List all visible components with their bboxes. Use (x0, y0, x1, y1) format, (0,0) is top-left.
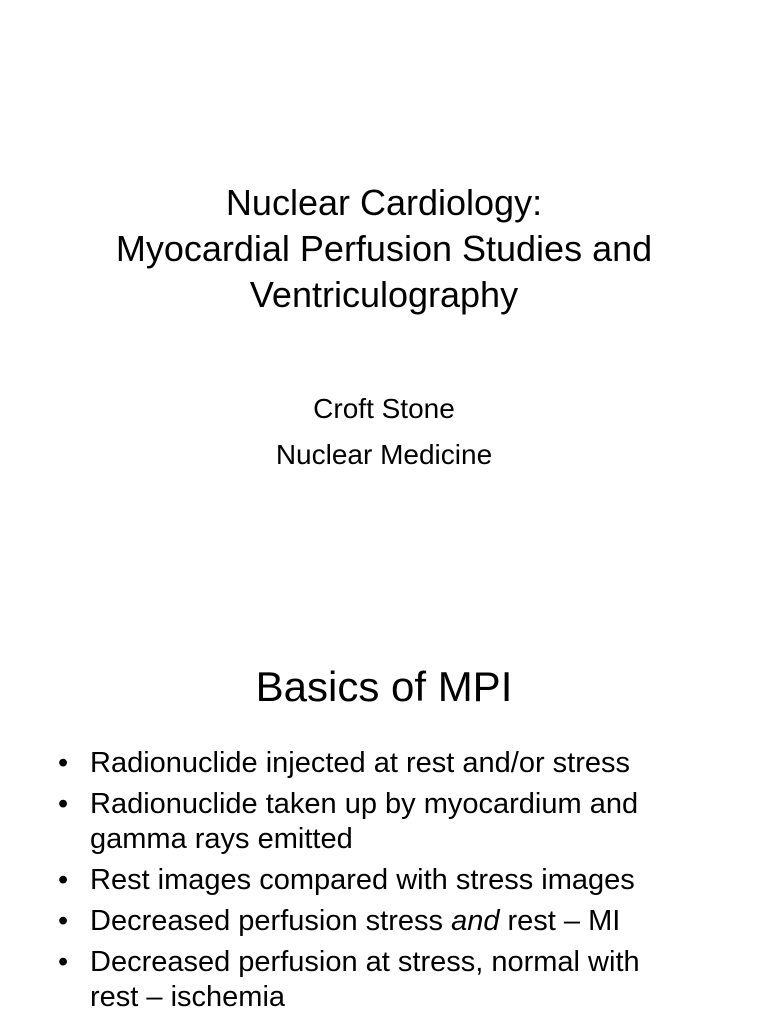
bullet-item (58, 904, 738, 939)
bullet-item (58, 945, 738, 1015)
bullet-text: Rest images compared with stress images (90, 864, 635, 896)
bullet-text-continued: gamma rays emitted (90, 823, 353, 855)
slide-title: Basics of MPI (255, 663, 513, 710)
title-line: Ventriculography (249, 274, 519, 315)
presentation-title (0, 180, 768, 318)
title-line: Nuclear Cardiology: (225, 182, 543, 223)
bullet-icon: • (58, 788, 69, 820)
author-name: Croft Stone (313, 393, 455, 424)
bullet-icon: • (58, 905, 69, 937)
bullet-text: Decreased perfusion at stress, normal with (90, 946, 640, 978)
title-line: Myocardial Perfusion Studies and (115, 228, 653, 269)
bullet-text-pre: Decreased perfusion stress (90, 905, 452, 937)
bullet-text: Radionuclide injected at rest and/or stress (90, 747, 631, 779)
bullet-text (90, 904, 738, 939)
bullet-text-emphasis: and (451, 905, 500, 937)
department-name: Nuclear Medicine (275, 439, 493, 470)
bullet-item (58, 787, 738, 857)
bullet-item (58, 863, 738, 898)
bullet-text-continued: rest – ischemia (90, 981, 286, 1013)
bullet-icon: • (58, 946, 69, 978)
bullet-list (58, 746, 738, 1021)
bullet-icon: • (58, 864, 69, 896)
presenter-info (0, 386, 768, 478)
slide-basics-of-mpi (0, 576, 768, 1024)
bullet-icon: • (58, 747, 69, 779)
bullet-text: Radionuclide taken up by myocardium and (90, 788, 639, 820)
bullet-text-post: rest – MI (499, 905, 621, 937)
bullet-item (58, 746, 738, 781)
